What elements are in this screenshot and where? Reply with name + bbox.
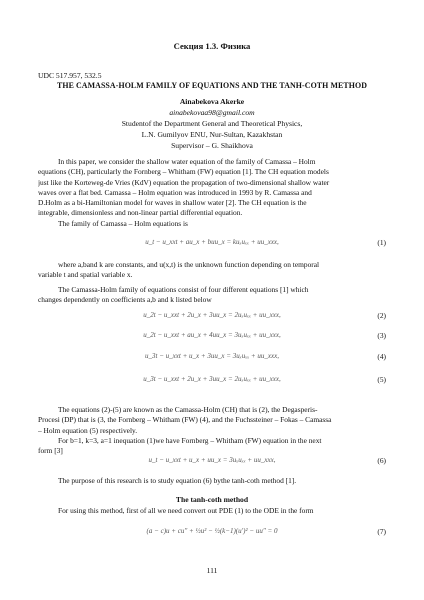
equation-expression: u_3t − u_xxt + 2u_x + 3uu_x = 2uₓuₓₓ + uu_xxx, [143, 375, 281, 383]
equation-7 [0, 527, 424, 537]
equation-expression: u_2t − u_xxt + au_x + 4uu_x = 3uₓuₓₓ + uu_xxx, [143, 331, 281, 339]
text-line: The family of Camassa – Holm equations is [58, 219, 188, 228]
intro-paragraph [38, 157, 386, 219]
text-line: The equations (2)-(5) are known as the Camassa-Holm (CH) that is (2), the Degasperis- [58, 405, 318, 414]
equation-expression: u_3t − u_xxt + u_x + 3uu_x = 3uₓuₓₓ + uu_xxx, [145, 352, 279, 360]
text-line: For using this method, first of all we need convert out PDE (1) to the ODE in the form [58, 506, 314, 515]
equation-expression: u_t − u_xxt + u_x + uu_x = 3uₓuₓₓ + uu_xxx, [148, 456, 276, 464]
equation-expression: u_2t − u_xxt + 2u_x + 3uu_x = 2uₓuₓₓ + uu_xxx, [143, 311, 281, 319]
author-supervisor: Supervisor – G. Shaikhova [171, 141, 253, 150]
equation-number: (7) [377, 527, 386, 536]
text-line: waves over a flat bed. Camassa – Holm equation was introduced in 1993 by R. Camassa and [38, 187, 312, 197]
equation-6 [0, 456, 424, 466]
method-paragraph [38, 506, 386, 516]
text-line: For b=1, k=3, a=1 inequation (1)we have Fornberg – Whitham (FW) equation in the next [58, 436, 322, 445]
equation-number: (6) [377, 456, 386, 465]
author-university: L.N. Gumilyov ENU, Nur-Sultan, Kazakhstan [141, 130, 283, 139]
equation-number: (4) [377, 352, 386, 361]
text-line: where a,band k are constants, and u(x,t) is the unknown function depending on temporal [58, 260, 320, 269]
equation-1 [0, 238, 424, 248]
equation-3 [0, 331, 424, 341]
purpose-paragraph [38, 476, 386, 486]
text-line: changes dependently on coefficients a,b and k listed below [38, 295, 212, 305]
equation-number: (3) [377, 331, 386, 340]
text-line: D.Holm as a bi-Hamiltonian model for waves in shallow water [2]. The CH equation is the [38, 198, 307, 208]
family-intro-paragraph [38, 219, 386, 229]
equation-expression: (a − c)u + cu″ + ½u² − ½(k−1)(u′)² − uu″ = 0 [146, 527, 278, 535]
text-line: integrable, dimensionless and non-linear partial differential equation. [38, 208, 243, 218]
text-line: The purpose of this research is to study equation (6) bythe tanh-coth method [1]. [58, 476, 297, 485]
text-line: form [3] [38, 446, 63, 456]
text-line: Procesi (DP) that is (3, the Fornberg – Whitham (FW) (4), and the Fuchssteiner – Fokas – Camassa [38, 415, 332, 425]
text-line: The Camassa-Holm family of equations consist of four different equations [1] which [58, 285, 309, 294]
equation-2 [0, 311, 424, 321]
text-line: just like the Korteweg-de Vries (KdV) equation the propagation of two-dimensional shallow water [38, 177, 330, 187]
author-email[interactable]: ainabekovaa98@gmail.com [169, 108, 255, 117]
text-line: – Holm equation (5) respectively. [38, 425, 138, 435]
text-line: variable t and spatial variable x. [38, 270, 133, 280]
text-line: equations (CH), particularly the Fornberg – Whitham (FW) equation [1]. The CH equation models [38, 167, 329, 177]
fw-form-paragraph [38, 436, 386, 457]
equations-naming-paragraph [38, 405, 386, 436]
page-number: 111 [206, 566, 218, 575]
definition-paragraph [38, 260, 386, 281]
section-header: Секция 1.3. Физика [173, 41, 251, 51]
text-line: In this paper, we consider the shallow water equation of the family of Camassa – Holm [58, 157, 316, 166]
equation-number: (2) [377, 311, 386, 320]
equation-4 [0, 352, 424, 362]
equation-number: (1) [377, 238, 386, 247]
author-name: Ainabekova Akerke [179, 97, 245, 106]
equation-expression: u_t − u_xxt + au_x + buu_x = kuₓuₓₓ + uu_xxx, [145, 238, 279, 246]
author-affiliation: Studentof the Department General and Theoretical Physics, [121, 119, 303, 128]
family-description-paragraph [38, 285, 386, 306]
equation-5 [0, 375, 424, 385]
section-heading: The tanh-coth method [175, 495, 249, 504]
equation-number: (5) [377, 375, 386, 384]
paper-title: THE CAMASSA-HOLM FAMILY OF EQUATIONS AND THE TANH-COTH METHOD [56, 81, 368, 90]
udc-code: UDC 517.957, 532.5 [38, 71, 102, 80]
